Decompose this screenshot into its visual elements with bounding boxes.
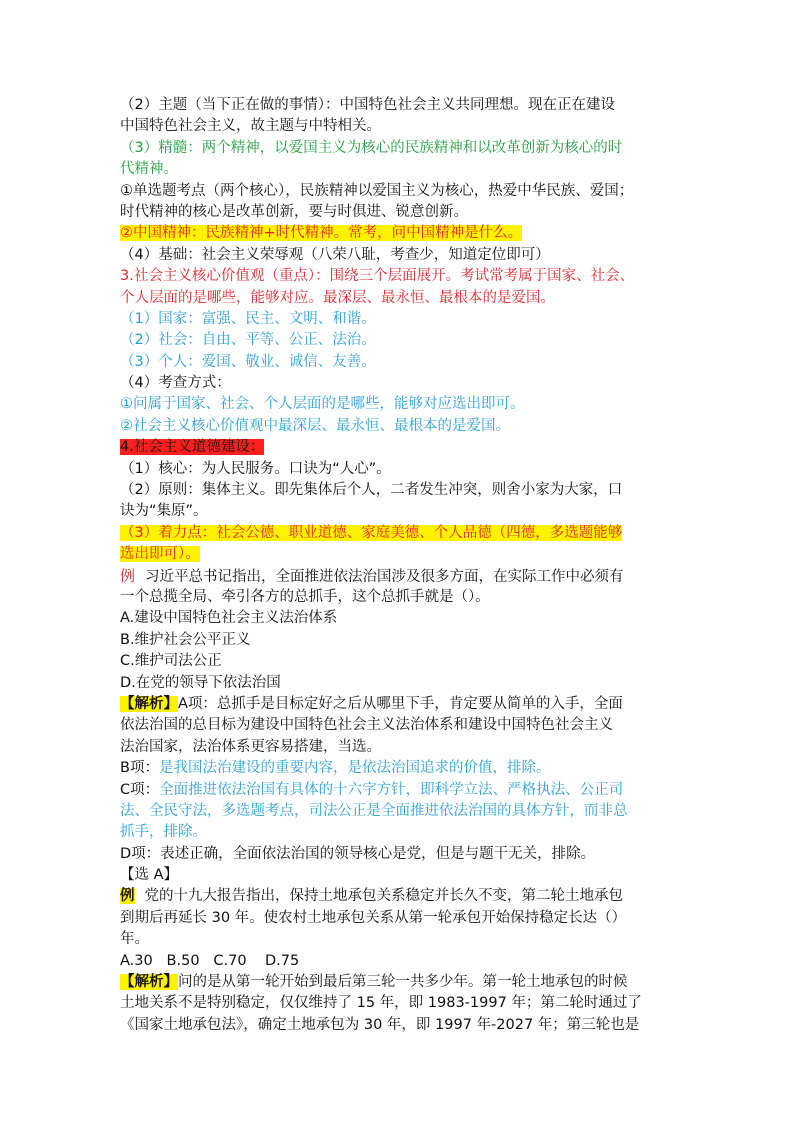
example-1-analysis-b-body: 是我国法治建设的重要内容，是依法治国追求的价值，排除。 — [158, 760, 551, 777]
example-1-question-text-1: 习近平总书记指出，全面推进依法治国涉及很多方面，在实际工作中必须有 — [145, 568, 624, 585]
example-1-analysis-b-prefix: B项： — [120, 760, 159, 777]
moral-principle-line-2: 诀为“集原”。 — [120, 503, 208, 520]
example-2-analysis-line-1 — [120, 972, 685, 993]
example-1-option-c: C.维护司法公正 — [120, 653, 222, 670]
document-body — [120, 95, 685, 1036]
example-2-analysis-line-3: 《国家土地承包法》，确定土地承包为 30 年，即 1997 年-2027 年；第三轮也是 — [120, 1016, 640, 1033]
example-1-marker: 例 — [120, 566, 136, 585]
example-2-question-line-3: 年。 — [120, 931, 149, 948]
moral-construction-title: 4.社会主义道德建设： — [120, 439, 265, 456]
example-1-analysis-c-line-2: 法、全民守法，多选题考点，司法公正是全面推进依法治国的具体方针，而非总 — [120, 802, 628, 819]
example-1-analysis-b-line — [120, 758, 685, 779]
example-2-marker: 例 — [120, 888, 135, 905]
china-spirit-line — [120, 223, 685, 244]
example-1-analysis-c-line-1 — [120, 780, 685, 801]
example-1-question-line-1 — [120, 566, 685, 587]
example-1-analysis-c-prefix: C项： — [120, 781, 160, 798]
foundation-line: （4）基础：社会主义荣辱观（八荣八耻，考查少，知道定位即可） — [120, 246, 550, 263]
moral-focus-line-2 — [120, 544, 685, 565]
moral-core-line: （1）核心：为人民服务。口诀为“人心”。 — [120, 460, 391, 477]
china-spirit-highlight: ②中国精神：民族精神+时代精神。常考，问中国精神是什么。 — [120, 225, 523, 242]
exam-way-item-1: ①问属于国家、社会、个人层面的是哪些，能够对应选出即可。 — [120, 396, 525, 413]
example-1-analysis-a-line-2: 依法治国的总目标为建设中国特色社会主义法治体系和建设中国特色社会主义 — [120, 717, 613, 734]
essence-line-2: 代精神。 — [120, 161, 178, 178]
core-values-title-2: 个人层面的是哪些，能够对应。最深层、最永恒、最根本的是爱国。 — [120, 289, 555, 306]
moral-focus-highlight-2: 选出即可）。 — [120, 546, 200, 563]
example-1-analysis-label: 【解析】 — [120, 695, 178, 712]
example-2-analysis-label: 【解析】 — [120, 974, 178, 991]
society-level-line: （2）社会：自由、平等、公正、法治。 — [120, 332, 376, 349]
theme-line-2: 中国特色社会主义，故主题与中特相关。 — [120, 118, 381, 135]
example-1-analysis-a-line-3: 法治国家，法治体系更容易搭建，当选。 — [120, 738, 381, 755]
example-1-option-d: D.在党的领导下依法治国 — [120, 674, 281, 691]
example-1-question-line-2: 一个总揽全局、牵引各方的总抓手，这个总抓手就是（）。 — [120, 588, 490, 605]
moral-focus-line-1 — [120, 523, 685, 544]
example-2-question-line-2: 到期后再延长 30 年。使农村土地承包关系从第一轮承包开始保持稳定长达（） — [120, 909, 627, 926]
example-2-analysis-text-1: 问的是从第一轮开始到最后第三轮一共多少年。第一轮土地承包的时候 — [178, 974, 628, 991]
moral-principle-line-1: （2）原则：集体主义。即先集体后个人，二者发生冲突，则舍小家为大家，口 — [120, 482, 623, 499]
example-1-analysis-a-text-1: A项：总抓手是目标定好之后从哪里下手，肯定要从简单的入手，全面 — [178, 695, 623, 712]
example-2-analysis-line-2: 土地关系不是特别稳定，仅仅维持了 15 年，即 1983-1997 年；第二轮时通过了 — [120, 995, 642, 1012]
example-1-option-a: A.建设中国特色社会主义法治体系 — [120, 610, 338, 627]
single-choice-line-1: ①单选题考点（两个核心），民族精神以爱国主义为核心，热爱中华民族、爱国； — [120, 182, 634, 199]
example-1-answer: 【选 A】 — [120, 867, 179, 884]
essence-line-1: （3）精髓：两个精神，以爱国主义为核心的民族精神和以改革创新为核心的时 — [120, 139, 623, 156]
moral-focus-highlight-1: （3）着力点：社会公德、职业道德、家庭美德、个人品德（四德，多选题能够 — [120, 524, 623, 541]
example-1-analysis-c-line-3: 抓手，排除。 — [120, 824, 207, 841]
example-1-analysis-c-text-1: 全面推进依法治国有具体的十六字方针，即科学立法、严格执法、公正司 — [159, 781, 624, 798]
example-1-analysis-d-line: D项：表述正确，全面依法治国的领导核心是党，但是与题干无关，排除。 — [120, 845, 596, 862]
example-1-option-b: B.维护社会公平正义 — [120, 631, 251, 648]
core-values-title-1: 3.社会主义核心价值观（重点）：围绕三个层面展开。考试常考属于国家、社会、 — [120, 268, 635, 285]
exam-way-item-2: ②社会主义核心价值观中最深层、最永恒、最根本的是爱国。 — [120, 417, 510, 434]
example-2-question-line-1 — [120, 886, 685, 907]
exam-way-line: （4）考查方式： — [120, 375, 231, 392]
example-1-analysis-a-line-1 — [120, 694, 685, 715]
country-level-line: （1）国家：富强、民主、文明、和谐。 — [120, 310, 376, 327]
example-2-options: A.30 B.50 C.70 D.75 — [120, 952, 300, 969]
individual-level-line: （3）个人：爱国、敬业、诚信、友善。 — [120, 353, 376, 370]
single-choice-line-2: 时代精神的核心是改革创新，要与时俱进、锐意创新。 — [120, 203, 468, 220]
moral-construction-title-line — [120, 437, 685, 458]
theme-line-1: （2）主题（当下正在做的事情）：中国特色社会主义共同理想。现在正在建设 — [120, 97, 615, 113]
example-2-question-text-1: 党的十九大报告指出，保持土地承包关系稳定并长久不变，第二轮土地承包 — [144, 888, 623, 905]
